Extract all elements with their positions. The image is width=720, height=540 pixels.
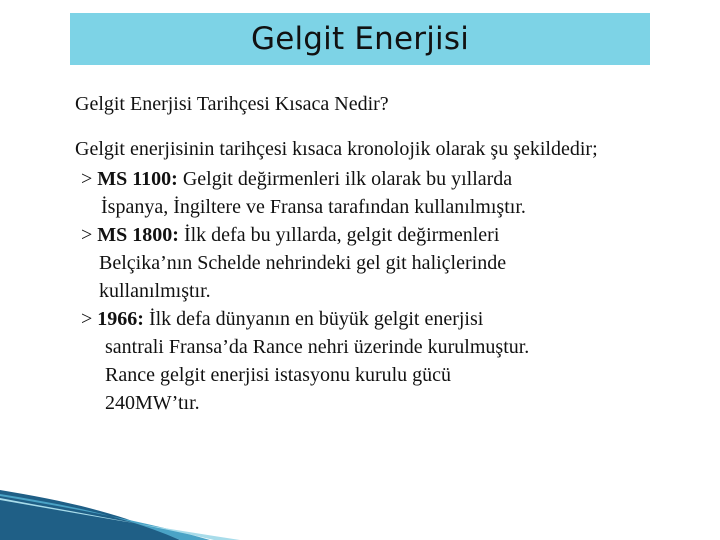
title-bar xyxy=(70,13,650,65)
slide-title: Gelgit Enerjisi xyxy=(250,21,470,57)
entry-label: 1966: xyxy=(97,308,144,330)
timeline-entry-1800 xyxy=(75,221,655,305)
entry-text: İlk defa bu yıllarda, gelgit değirmenleri xyxy=(178,224,500,246)
entry-text: Gelgit değirmenleri ilk olarak bu yıllarda xyxy=(177,168,513,190)
intro-paragraph: Gelgit enerjisinin tarihçesi kısaca kronolojik olarak şu şekildedir; xyxy=(75,138,598,160)
entry-first-line xyxy=(75,165,655,193)
entry-continuation: kullanılmıştır. xyxy=(99,280,211,302)
timeline-entry-1966 xyxy=(75,305,655,417)
entry-continuation: santrali Fransa’da Rance nehri üzerinde kurulmuştur. xyxy=(105,336,530,358)
entry-label: MS 1800: xyxy=(97,224,179,246)
decorative-wave xyxy=(0,450,720,540)
arrow-marker: > xyxy=(81,168,93,190)
entry-continuation: 240MW’tır. xyxy=(105,392,200,414)
entry-first-line xyxy=(75,221,655,249)
entry-label: MS 1100: xyxy=(97,168,178,190)
arrow-marker: > xyxy=(81,308,93,330)
slide-body xyxy=(75,135,655,417)
timeline-entry-1100 xyxy=(75,165,655,221)
slide-subtitle: Gelgit Enerjisi Tarihçesi Kısaca Nedir? xyxy=(75,93,389,115)
entry-text: İlk defa dünyanın en büyük gelgit enerjisi xyxy=(143,308,484,330)
entry-continuation: Belçika’nın Schelde nehrindeki gel git haliçlerinde xyxy=(99,252,507,274)
entry-first-line xyxy=(75,305,655,333)
arrow-marker: > xyxy=(81,224,93,246)
entry-continuation: Rance gelgit enerjisi istasyonu kurulu gücü xyxy=(105,364,452,386)
entry-continuation: İspanya, İngiltere ve Fransa tarafından kullanılmıştır. xyxy=(101,196,526,218)
